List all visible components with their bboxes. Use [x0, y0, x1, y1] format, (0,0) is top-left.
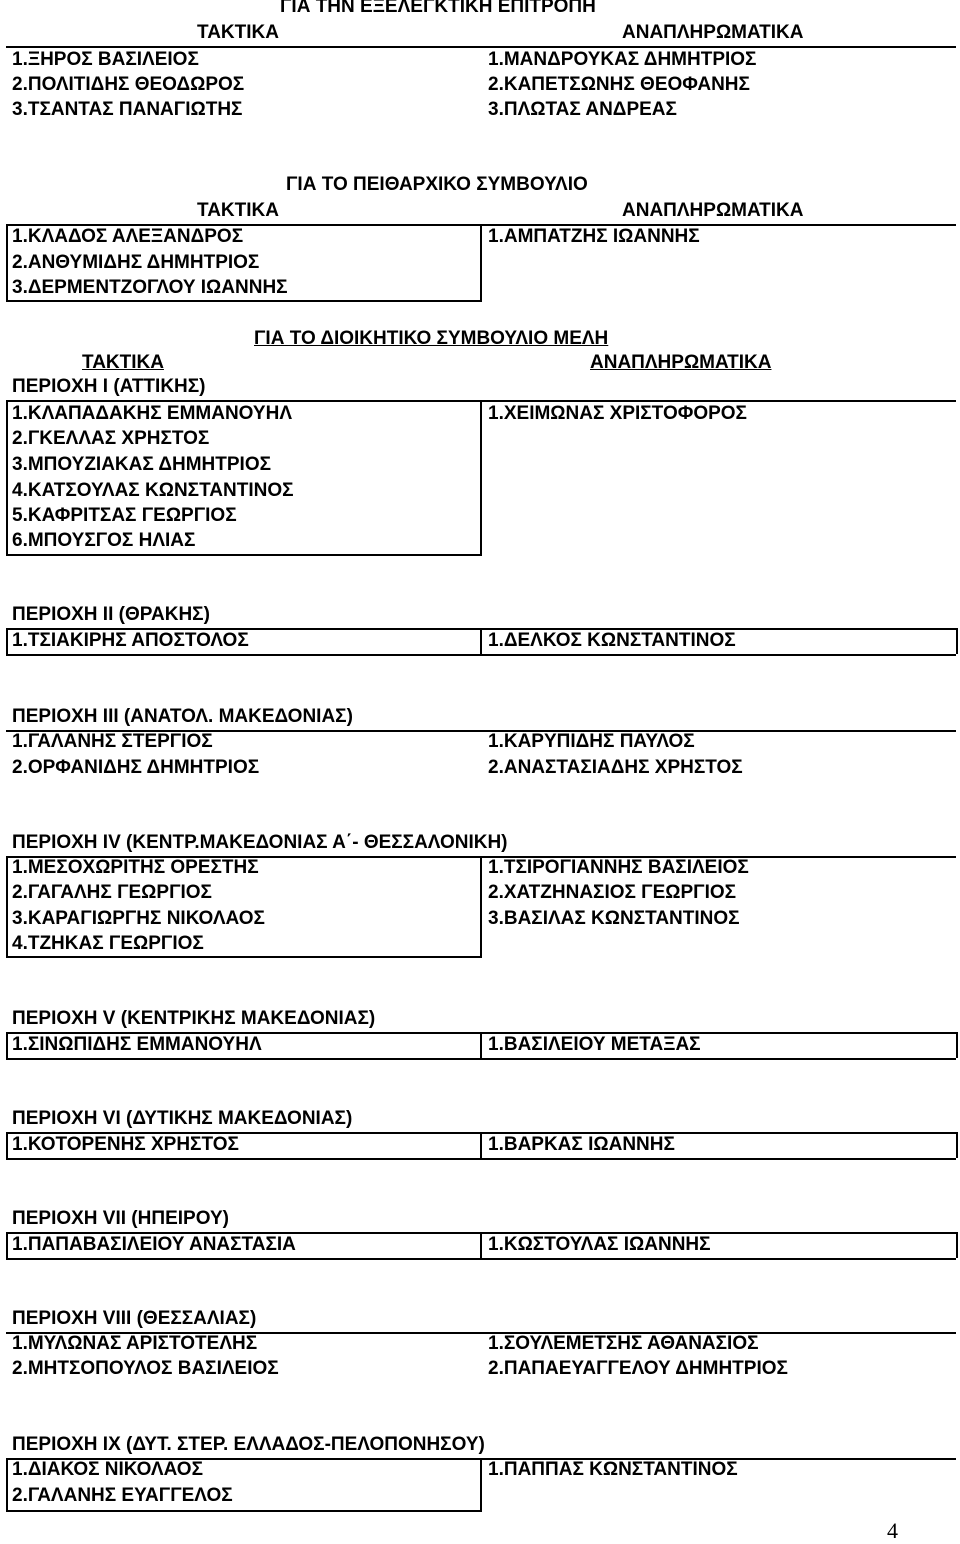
region-heading: ΠΕΡΙΟΧΗ IV (ΚΕΝΤΡ.ΜΑΚΕΔΟΝΙΑΣ Α΄- ΘΕΣΣΑΛΟΝΙΚΗ)	[12, 832, 508, 853]
list-item: 1.ΜΑΝΔΡΟΥΚΑΣ ΔΗΜΗΤΡΙΟΣ	[488, 49, 757, 70]
region-heading: ΠΕΡΙΟΧΗ VIII (ΘΕΣΣΑΛΙΑΣ)	[12, 1308, 257, 1329]
list-item: 1.ΔΕΛΚΟΣ ΚΩΝΣΤΑΝΤΙΝΟΣ	[488, 630, 736, 651]
list-item: 1.ΠΑΠΠΑΣ ΚΩΝΣΤΑΝΤΙΝΟΣ	[488, 1459, 738, 1480]
list-item: 1.ΣΟΥΛΕΜΕΤΣΗΣ ΑΘΑΝΑΣΙΟΣ	[488, 1333, 759, 1354]
list-item: 2.ΜΗΤΣΟΠΟΥΛΟΣ ΒΑΣΙΛΕΙΟΣ	[12, 1358, 279, 1379]
table-border	[480, 628, 482, 654]
table-rule	[6, 956, 482, 958]
list-item: 1.ΜΥΛΩΝΑΣ ΑΡΙΣΤΟΤΕΛΗΣ	[12, 1333, 258, 1354]
table-border	[956, 1032, 958, 1058]
section-title: ΓΙΑ ΤΗΝ ΕΞΕΛΕΓΚΤΙΚΗ ΕΠΙΤΡΟΠΗ	[280, 0, 596, 17]
list-item: 2.ΚΑΠΕΤΣΩΝΗΣ ΘΕΟΦΑΝΗΣ	[488, 74, 750, 95]
list-item: 3.ΠΛΩΤΑΣ ΑΝΔΡΕΑΣ	[488, 99, 677, 120]
list-item: 3.ΔΕΡΜΕΝΤΖΟΓΛΟΥ ΙΩΑΝΝΗΣ	[12, 277, 288, 298]
region-heading: ΠΕΡΙΟΧΗ ΙΧ (ΔΥΤ. ΣΤΕΡ. ΕΛΛΑΔΟΣ-ΠΕΛΟΠΟΝΗΣΟΥ)	[12, 1434, 485, 1455]
region-heading: ΠΕΡΙΟΧΗ ΙΙΙ (ΑΝΑΤΟΛ. ΜΑΚΕΔΟΝΙΑΣ)	[12, 706, 353, 727]
table-border	[480, 1458, 482, 1510]
list-item: 1.ΤΣΙΡΟΓΙΑΝΝΗΣ ΒΑΣΙΛΕΙΟΣ	[488, 857, 749, 878]
table-rule	[6, 300, 482, 302]
region-heading: ΠΕΡΙΟΧΗ Ι (ΑΤΤΙΚΗΣ)	[12, 376, 206, 397]
list-item: 1.ΣΙΝΩΠΙΔΗΣ ΕΜΜΑΝΟΥΗΛ	[12, 1034, 262, 1055]
table-rule	[6, 46, 956, 48]
table-border	[6, 856, 8, 956]
table-border	[6, 1032, 8, 1058]
list-item: 2.ΓΚΕΛΛΑΣ ΧΡΗΣΤΟΣ	[12, 428, 210, 449]
list-item: 1.ΧΕΙΜΩΝΑΣ ΧΡΙΣΤΟΦΟΡΟΣ	[488, 403, 747, 424]
region-heading: ΠΕΡΙΟΧΗ VII (ΗΠΕΙΡΟΥ)	[12, 1208, 229, 1229]
column-header-taktika: ΤΑΚΤΙΚΑ	[197, 22, 279, 43]
table-border	[480, 400, 482, 554]
list-item: 2.ΓΑΓΑΛΗΣ ΓΕΩΡΓΙΟΣ	[12, 882, 212, 903]
column-header-anaplirwmatika: ΑΝΑΠΛΗΡΩΜΑΤΙΚΑ	[622, 200, 804, 221]
region-heading: ΠΕΡΙΟΧΗ VI (ΔΥΤΙΚΗΣ ΜΑΚΕΔΟΝΙΑΣ)	[12, 1108, 353, 1129]
list-item: 2.ΑΝΘΥΜΙΔΗΣ ΔΗΜΗΤΡΙΟΣ	[12, 252, 260, 273]
table-border	[956, 628, 958, 654]
table-border	[6, 224, 8, 300]
column-header-taktika: ΤΑΚΤΙΚΑ	[197, 200, 279, 221]
section-title: ΓΙΑ ΤΟ ΔΙΟΙΚΗΤΙΚΟ ΣΥΜΒΟΥΛΙΟ ΜΕΛΗ	[254, 328, 609, 349]
table-rule	[6, 1510, 482, 1512]
list-item: 1.ΚΛΑΔΟΣ ΑΛΕΞΑΝΔΡΟΣ	[12, 226, 244, 247]
list-item: 1.ΚΟΤΟΡΕΝΗΣ ΧΡΗΣΤΟΣ	[12, 1134, 239, 1155]
list-item: 3.ΒΑΣΙΛΑΣ ΚΩΝΣΤΑΝΤΙΝΟΣ	[488, 908, 740, 929]
table-border	[6, 628, 8, 654]
list-item: 1.ΚΑΡΥΠΙΔΗΣ ΠΑΥΛΟΣ	[488, 731, 695, 752]
table-rule	[6, 1058, 956, 1060]
list-item: 6.ΜΠΟΥΣΓΟΣ ΗΛΙΑΣ	[12, 530, 196, 551]
list-item: 1.ΒΑΣΙΛΕΙΟΥ ΜΕΤΑΞΑΣ	[488, 1034, 701, 1055]
list-item: 2.ΠΟΛΙΤΙΔΗΣ ΘΕΟΔΩΡΟΣ	[12, 74, 245, 95]
list-item: 2.ΠΑΠΑΕΥΑΓΓΕΛΟΥ ΔΗΜΗΤΡΙΟΣ	[488, 1358, 788, 1379]
list-item: 1.ΒΑΡΚΑΣ ΙΩΑΝΝΗΣ	[488, 1134, 675, 1155]
list-item: 1.ΔΙΑΚΟΣ ΝΙΚΟΛΑΟΣ	[12, 1459, 203, 1480]
list-item: 1.ΤΣΙΑΚΙΡΗΣ ΑΠΟΣΤΟΛΟΣ	[12, 630, 249, 651]
list-item: 4.ΚΑΤΣΟΥΛΑΣ ΚΩΝΣΤΑΝΤΙΝΟΣ	[12, 480, 294, 501]
table-border	[480, 1032, 482, 1058]
list-item: 1.ΠΑΠΑΒΑΣΙΛΕΙΟΥ ΑΝΑΣΤΑΣΙΑ	[12, 1234, 296, 1255]
list-item: 1.ΞΗΡΟΣ ΒΑΣΙΛΕΙΟΣ	[12, 49, 199, 70]
list-item: 2.ΟΡΦΑΝΙΔΗΣ ΔΗΜΗΤΡΙΟΣ	[12, 757, 260, 778]
table-rule	[6, 554, 482, 556]
table-rule	[6, 1158, 956, 1160]
list-item: 1.ΚΩΣΤΟΥΛΑΣ ΙΩΑΝΝΗΣ	[488, 1234, 711, 1255]
list-item: 3.ΤΣΑΝΤΑΣ ΠΑΝΑΓΙΩΤΗΣ	[12, 99, 243, 120]
section-title: ΓΙΑ ΤΟ ΠΕΙΘΑΡΧΙΚΟ ΣΥΜΒΟΥΛΙΟ	[286, 174, 588, 195]
table-border	[480, 1132, 482, 1158]
list-item: 2.ΑΝΑΣΤΑΣΙΑΔΗΣ ΧΡΗΣΤΟΣ	[488, 757, 743, 778]
region-heading: ΠΕΡΙΟΧΗ ΙΙ (ΘΡΑΚΗΣ)	[12, 604, 210, 625]
table-rule	[6, 1258, 956, 1260]
list-item: 1.ΜΕΣΟΧΩΡΙΤΗΣ ΟΡΕΣΤΗΣ	[12, 857, 259, 878]
list-item: 2.ΧΑΤΖΗΝΑΣΙΟΣ ΓΕΩΡΓΙΟΣ	[488, 882, 737, 903]
table-border	[956, 1132, 958, 1158]
list-item: 3.ΜΠΟΥΖΙΑΚΑΣ ΔΗΜΗΤΡΙΟΣ	[12, 454, 272, 475]
column-header-anaplirwmatika: ΑΝΑΠΛΗΡΩΜΑΤΙΚΑ	[590, 352, 772, 373]
list-item: 4.ΤΖΗΚΑΣ ΓΕΩΡΓΙΟΣ	[12, 933, 204, 954]
page-number: 4	[887, 1518, 898, 1543]
table-border	[6, 400, 8, 554]
table-border	[6, 1132, 8, 1158]
list-item: 3.ΚΑΡΑΓΙΩΡΓΗΣ ΝΙΚΟΛΑΟΣ	[12, 908, 265, 929]
table-border	[6, 1232, 8, 1258]
region-heading: ΠΕΡΙΟΧΗ V (ΚΕΝΤΡΙΚΗΣ ΜΑΚΕΔΟΝΙΑΣ)	[12, 1008, 376, 1029]
list-item: 5.ΚΑΦΡΙΤΣΑΣ ΓΕΩΡΓΙΟΣ	[12, 505, 237, 526]
list-item: 1.ΓΑΛΑΝΗΣ ΣΤΕΡΓΙΟΣ	[12, 731, 213, 752]
table-border	[6, 1458, 8, 1510]
column-header-anaplirwmatika: ΑΝΑΠΛΗΡΩΜΑΤΙΚΑ	[622, 22, 804, 43]
list-item: 1.ΑΜΠΑΤΖΗΣ ΙΩΑΝΝΗΣ	[488, 226, 700, 247]
table-rule	[6, 654, 956, 656]
table-border	[956, 1232, 958, 1258]
list-item: 2.ΓΑΛΑΝΗΣ ΕΥΑΓΓΕΛΟΣ	[12, 1485, 233, 1506]
table-border	[480, 1232, 482, 1258]
column-header-taktika: ΤΑΚΤΙΚΑ	[82, 352, 164, 373]
table-border	[480, 856, 482, 956]
list-item: 1.ΚΛΑΠΑΔΑΚΗΣ ΕΜΜΑΝΟΥΗΛ	[12, 403, 292, 424]
table-border	[480, 224, 482, 300]
